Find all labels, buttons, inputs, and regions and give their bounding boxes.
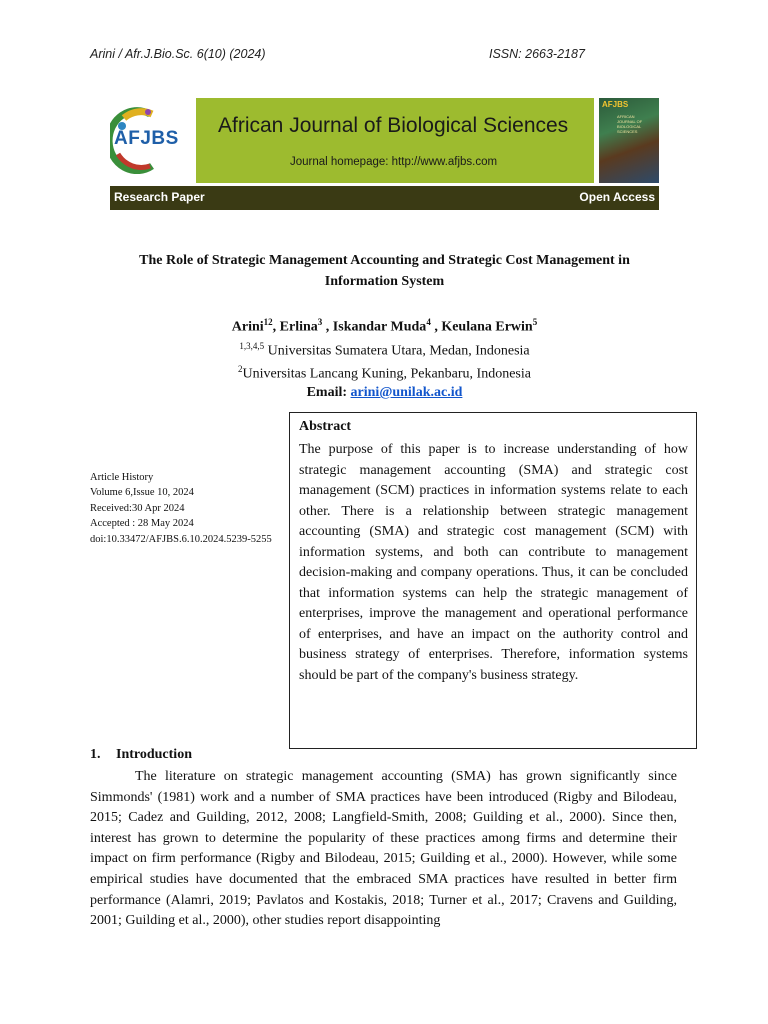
history-accepted: Accepted : 28 May 2024	[90, 518, 194, 530]
history-label: Article History	[90, 472, 154, 483]
abstract-text: The purpose of this paper is to increase understanding of how strategic management accounting (SMA) and strategic cost management (SCM) practices in information systems relate to each other. There is a relationship between strategic management accounting (SMA) and strategic cost management (SCM) with information systems, and both can contribute to management decision-making and company operations. Thus, it can be concluded that information systems can help the strategic management of enterprises, improve the management and operational performance of enterprises, and have an impact on the authority control and business strategy of enterprises. Therefore, information systems should be part of the company's business strategy.	[299, 442, 688, 683]
article-history	[90, 470, 272, 547]
abstract-heading: Abstract	[299, 419, 352, 434]
logo-text: AFJBS	[114, 128, 179, 149]
journal-name: African Journal of Biological Sciences	[218, 114, 569, 137]
running-header-issn: ISSN: 2663-2187	[489, 47, 585, 61]
running-header-citation: Arini / Afr.J.Bio.Sc. 6(10) (2024)	[90, 47, 266, 61]
journal-banner	[196, 98, 594, 183]
introduction-heading: 1. Introduction	[90, 747, 192, 762]
abstract-box	[289, 412, 697, 749]
history-volume: Volume 6,Issue 10, 2024	[90, 487, 194, 499]
affiliation-2: $^2$Universitas Lancang Kuning, Pekanbaru, Indonesia	[238, 364, 531, 382]
history-doi: doi:10.33472/AFJBS.6.10.2024.5239-5255	[90, 533, 272, 545]
author-names: Arini$^{12}$, Erlina$^3$ , Iskandar Muda$^4$ , Keulana Erwin$^5$	[231, 317, 538, 335]
paper-title: The Role of Strategic Management Accounting and Strategic Cost Management in Information System	[139, 253, 630, 289]
section-number: 1.	[90, 747, 101, 762]
email-line: Email: arini@unilak.ac.id	[306, 384, 463, 400]
journal-logo	[108, 104, 192, 174]
cover-title: AFJBS	[602, 100, 629, 109]
article-type-bar	[110, 186, 659, 210]
cover-lines: AFRICAN JOURNAL OF BIOLOGICAL SCIENCES	[617, 114, 643, 134]
research-paper-label: Research Paper	[114, 190, 205, 204]
journal-cover-image	[599, 98, 659, 183]
author-block	[110, 313, 659, 402]
introduction-text: The literature on strategic management accounting (SMA) has grown significantly since Simmonds' (1981) work and a number of SMA practices have been introduced (Rigby and Bilodeau, 2015; Cadez and Guilding, 2012, 2008; Langfield-Smith, 2008; Guilding et al., 2000). Since then, interest has grown to determine the popularity of these practices among firms and determine their impact on firm performance (Rigby and Bilodeau, 2015; Guilding et al., 2000). However, while some empirical studies have documented that the embraced SMA practices have resulted in better firm performance (Alamri, 2019; Pavlatos and Kostakis, 2018; Turner et al., 2017; Cravens and Guilding, 2001; Guilding et al., 2000), other studies report disappointing	[90, 769, 677, 929]
history-received: Received:30 Apr 2024	[90, 502, 185, 514]
open-access-label: Open Access	[579, 190, 655, 204]
email-link[interactable]: arini@unilak.ac.id	[350, 384, 463, 400]
journal-homepage: Journal homepage: http://www.afjbs.com	[290, 156, 498, 168]
affiliation-1: $^{1,3,4,5}$ Universitas Sumatera Utara, Medan, Indonesia	[239, 340, 530, 359]
